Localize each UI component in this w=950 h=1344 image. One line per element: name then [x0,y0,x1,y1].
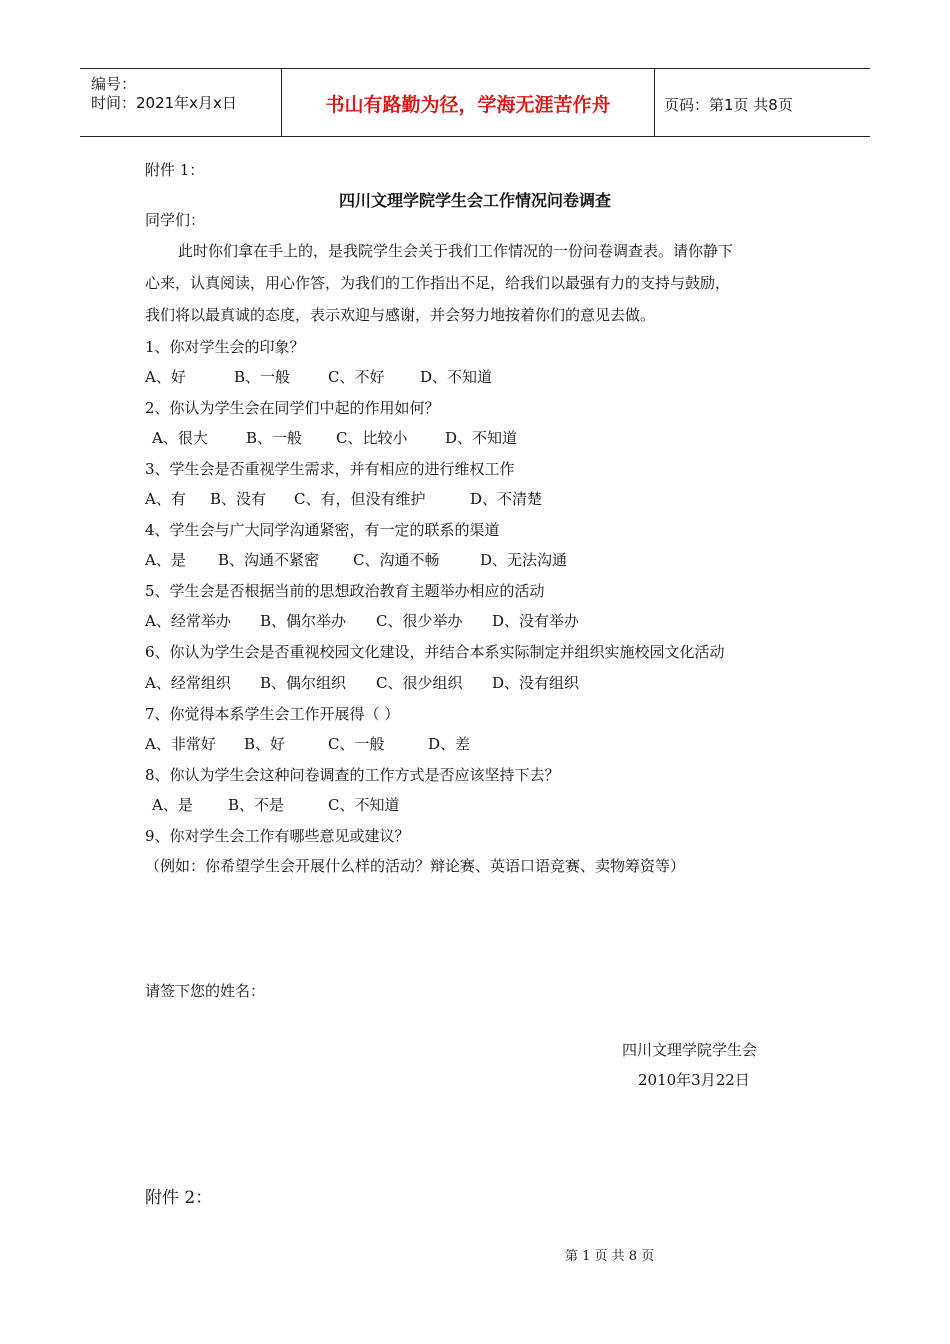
question-option: C、有，但没有维护 [294,490,426,508]
question-option: B、沟通不紧密 [218,551,320,569]
intro-line: 我们将以最真诚的态度，表示欢迎与感谢，并会努力地按着你们的意见去做。 [145,306,656,324]
question-option: A、经常举办 [145,612,231,630]
question-option: A、有 [145,490,186,508]
question-text: 4、学生会与广大同学沟通紧密，有一定的联系的渠道 [145,521,500,539]
question-option: C、沟通不畅 [353,551,440,569]
attachment-2-label: 附件 2： [145,1188,213,1208]
question-text: 9、你对学生会工作有哪些意见或建议？ [145,827,410,845]
question-option: D、无法沟通 [480,551,568,569]
attachment-1-label: 附件 1： [145,161,205,179]
header-motto: 书山有路勤为径，学海无涯苦作舟 [325,94,611,116]
question-option: A、是 [145,551,186,569]
question-option: D、没有组织 [492,674,580,692]
question-option: A、经常组织 [145,674,231,692]
question-option: B、一般 [234,368,291,386]
question-option: A、是 [152,796,193,814]
document-title: 四川文理学院学生会工作情况问卷调查 [338,191,611,210]
intro-line: 心来，认真阅读，用心作答，为我们的工作指出不足，给我们以最强有力的支持与鼓励， [145,274,731,292]
question-option: B、一般 [246,429,303,447]
question-text: 8、你认为学生会这种问卷调查的工作方式是否应该坚持下去？ [145,766,560,784]
question-option: C、很少组织 [376,674,463,692]
header-page-cell [654,69,870,136]
question-option: A、很大 [152,429,208,447]
document-date: 2010年3月22日 [638,1071,750,1089]
question-text: 1、你对学生会的印象？ [145,338,305,356]
question-option: B、不是 [228,796,285,814]
greeting: 同学们： [145,211,206,229]
question-option: D、不知道 [420,368,493,386]
question-option: C、不好 [328,368,385,386]
footer-page-number: 第 1 页 共 8 页 [565,1249,655,1264]
question-option: B、偶尔组织 [260,674,347,692]
question-option: C、不知道 [328,796,400,814]
question-text: 2、你认为学生会在同学们中起的作用如何？ [145,399,440,417]
question-option: D、不清楚 [470,490,543,508]
question-text: 5、学生会是否根据当前的思想政治教育主题举办相应的活动 [145,582,545,600]
question-option: A、好 [145,368,186,386]
question-option: D、差 [428,735,471,753]
question-text: 3、学生会是否重视学生需求，并有相应的进行维权工作 [145,460,515,478]
question-option: B、偶尔举办 [260,612,347,630]
header-motto-cell [281,69,655,136]
question-text: 7、你觉得本系学生会工作开展得（ ） [145,705,400,723]
question-option: B、没有 [210,490,267,508]
question-option: B、好 [244,735,286,753]
question-option: C、一般 [328,735,385,753]
question-option: C、比较小 [336,429,408,447]
question-text: 6、你认为学生会是否重视校园文化建设，并结合本系实际制定并组织实施校园文化活动 [145,643,725,661]
question-option: C、很少举办 [376,612,463,630]
document-number-label: 编号： [91,75,137,93]
question-option: A、非常好 [145,735,216,753]
header-page-info: 页码：第1页 共8页 [664,96,793,114]
intro-line: 此时你们拿在手上的，是我院学生会关于我们工作情况的一份问卷调查表。请你静下 [178,242,734,260]
signature-prompt: 请签下您的姓名： [145,982,266,1000]
document-time-label: 时间：2021年x月x日 [91,94,237,112]
question-example: （例如：你希望学生会开展什么样的活动？辩论赛、英语口语竞赛、卖物筹资等） [145,857,686,875]
question-option: D、不知道 [445,429,518,447]
organization-name: 四川文理学院学生会 [622,1041,758,1059]
header-table [80,68,870,137]
question-option: D、没有举办 [492,612,580,630]
header-meta-cell [80,69,281,136]
